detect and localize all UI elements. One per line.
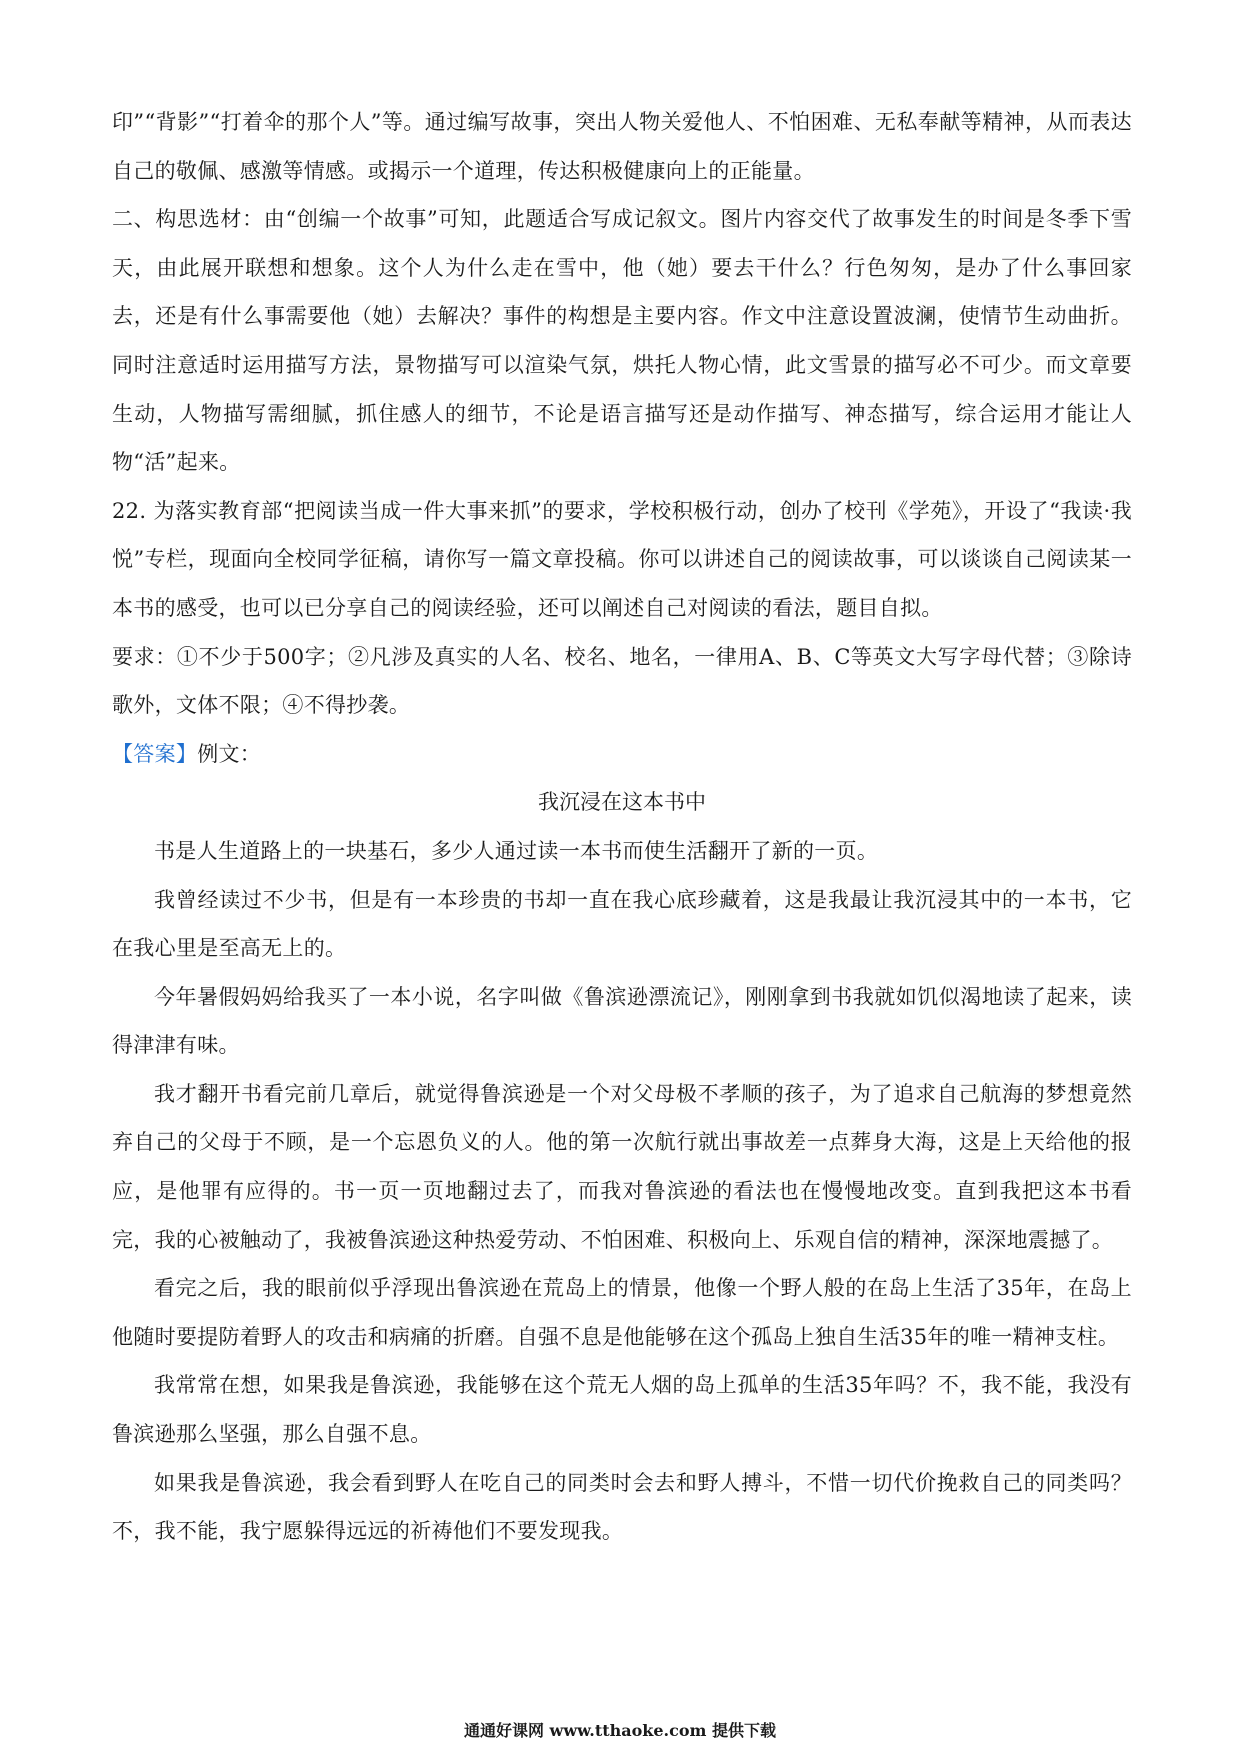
body-paragraph: 印”“背影”“打着伞的那个人”等。通过编写故事，突出人物关爱他人、不怕困难、无私奉献等精神，从而表达自己的敬佩、感激等情感。或揭示一个道理，传达积极健康向上的正能量。 [112, 110, 1132, 183]
essay-paragraph: 书是人生道路上的一块基石，多少人通过读一本书而使生活翻开了新的一页。 [154, 838, 879, 863]
essay-paragraph: 看完之后，我的眼前似乎浮现出鲁滨逊在荒岛上的情景，他像一个野人般的在岛上生活了35年，在岛上他随时要提防着野人的攻击和病痛的折磨。自强不息是他能够在这个孤岛上独自生活35年的唯一精神支柱。 [112, 1276, 1132, 1349]
essay-paragraph: 今年暑假妈妈给我买了一本小说，名字叫做《鲁滨逊漂流记》，刚刚拿到书我就如饥似渴地读了起来，读得津津有味。 [112, 984, 1132, 1058]
answer-tag: 【答案】 [112, 741, 198, 766]
document-content [112, 98, 1132, 1556]
essay-paragraph: 如果我是鲁滨逊，我会看到野人在吃自己的同类时会去和野人搏斗，不惜一切代价挽救自己的同类吗？不，我不能，我宁愿躲得远远的祈祷他们不要发现我。 [112, 1470, 1132, 1544]
requirements-paragraph: 要求：①不少于500字；②凡涉及真实的人名、校名、地名，一律用A、B、C等英文大写字母代替；③除诗歌外，文体不限；④不得抄袭。 [112, 644, 1132, 718]
essay-paragraph: 我曾经读过不少书，但是有一本珍贵的书却一直在我心底珍藏着，这是我最让我沉浸其中的一本书，它在我心里是至高无上的。 [112, 887, 1132, 961]
essay-title: 我沉浸在这本书中 [538, 790, 706, 815]
essay-paragraph: 我常常在想，如果我是鲁滨逊，我能够在这个荒无人烟的岛上孤单的生活35年吗？不，我不能，我没有鲁滨逊那么坚强，那么自强不息。 [112, 1373, 1132, 1447]
question-paragraph: 22. 为落实教育部“把阅读当成一件大事来抓”的要求，学校积极行动，创办了校刊《学苑》，开设了“我读·我悦”专栏，现面向全校同学征稿，请你写一篇文章投稿。你可以讲述自己的阅读故事，可以谈谈自己阅读某一本书的感受，也可以已分享自己的阅读经验，还可以阐述自己对阅读的看法，题目自拟。 [112, 498, 1132, 620]
page-footer: 通通好课网 www.tthaoke.com 提供下载 [463, 1721, 777, 1740]
answer-intro: 例文： [197, 741, 262, 766]
body-paragraph: 二、构思选材：由“创编一个故事”可知，此题适合写成记叙文。图片内容交代了故事发生的时间是冬季下雪天，由此展开联想和想象。这个人为什么走在雪中，他（她）要去干什么？行色匆匆，是办了什么事回家去，还是有什么事需要他（她）去解决？事件的构想是主要内容。作文中注意设置波澜，使情节生动曲折。同时注意适时运用描写方法，景物描写可以渲染气氛，烘托人物心情，此文雪景的描写必不可少。而文章要生动，人物描写需细腻，抓住感人的细节，不论是语言描写还是动作描写、神态描写，综合运用才能让人物“活”起来。 [112, 207, 1132, 475]
essay-paragraph: 我才翻开书看完前几章后，就觉得鲁滨逊是一个对父母极不孝顺的孩子，为了追求自己航海的梦想竟然弃自己的父母于不顾，是一个忘恩负义的人。他的第一次航行就出事故差一点葬身大海，这是上天给他的报应，是他罪有应得的。书一页一页地翻过去了，而我对鲁滨逊的看法也在慢慢地改变。直到我把这本书看完，我的心被触动了，我被鲁滨逊这种热爱劳动、不怕困难、积极向上、乐观自信的精神，深深地震撼了。 [112, 1081, 1132, 1252]
answer-line [112, 730, 1132, 779]
